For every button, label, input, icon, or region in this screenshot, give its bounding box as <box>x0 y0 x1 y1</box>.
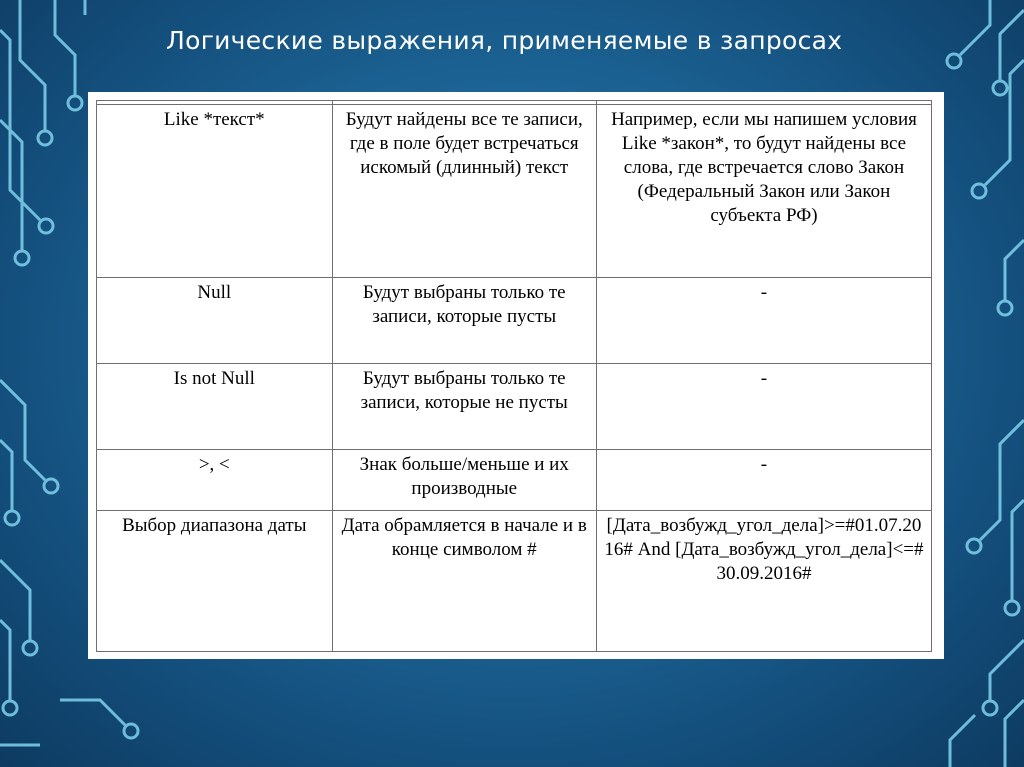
table-row <box>97 450 932 511</box>
table-row <box>97 278 932 364</box>
cell-description: Будут выбраны только те записи, которые не пусты <box>332 364 596 450</box>
expressions-table <box>96 100 932 652</box>
cell-expression: Выбор диапазона даты <box>97 511 333 652</box>
cell-example: Например, если мы напишем условия Like *закон*, то будут найдены все слова, где встречается слово Закон (Федеральный Закон или Закон субъекта РФ) <box>596 105 931 278</box>
table-sheet <box>88 92 944 659</box>
cell-expression: Like *текст* <box>97 105 333 278</box>
cell-example: - <box>596 364 931 450</box>
cell-description: Будут найдены все те записи, где в поле будет встречаться искомый (длинный) текст <box>332 105 596 278</box>
table-row <box>97 105 932 278</box>
slide-title: Логические выражения, применяемые в запросах <box>166 26 843 55</box>
table-row <box>97 511 932 652</box>
cell-expression: >, < <box>97 450 333 511</box>
cell-description: Дата обрамляется в начале и в конце символом # <box>332 511 596 652</box>
cell-example: - <box>596 450 931 511</box>
cell-description: Знак больше/меньше и их производные <box>332 450 596 511</box>
cell-description: Будут выбраны только те записи, которые пусты <box>332 278 596 364</box>
table-row <box>97 364 932 450</box>
cell-expression: Null <box>97 278 333 364</box>
cell-expression: Is not Null <box>97 364 333 450</box>
cell-example: [Дата_возбужд_угол_дела]>=#01.07.2016# And [Дата_возбужд_угол_дела]<=#30.09.2016# <box>596 511 931 652</box>
cell-example: - <box>596 278 931 364</box>
